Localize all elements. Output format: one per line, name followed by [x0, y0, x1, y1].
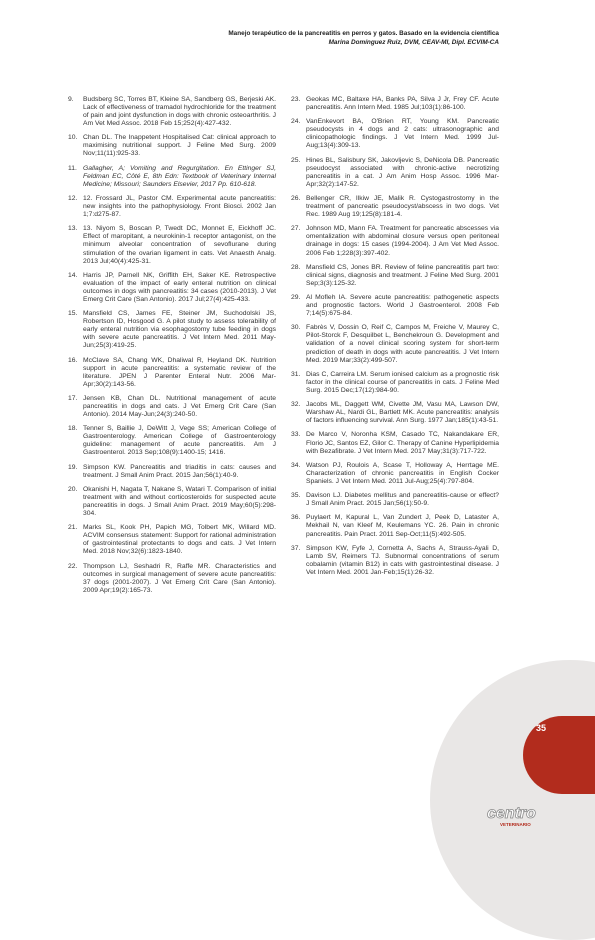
reference-text: Simpson KW. Pancreatitis and triaditis in cats: causes and treatment. J Small Anim Pract. 2015 Jan;56(1):40-9. [83, 463, 276, 479]
reference-text: Mansfield CS, James FE, Steiner JM, Suchodolski JS, Robertson ID, Hosgood G. A pilot study to assess tolerability of early enteral nutrition via esophagostomy tube feeding in dogs with severe acute pancreatitis. J Vet Intern Med. 2011 May-Jun;25(3):419-25. [83, 310, 276, 350]
reference-text: Marks SL, Kook PH, Papich MG, Tolbert MK, Willard MD. ACVIM consensus statement: Support for rational administration of gastrointestinal protectants to dogs and cats. J Vet Intern Med. 2018 Nov;32(6):1823-1840. [83, 524, 276, 556]
logo-subtitle: VETERINARIO [500, 822, 531, 827]
reference-text: McClave SA, Chang WK, Dhaliwal R, Heyland DK. Nutrition support in acute pancreatitis: a systematic review of the literature. JPEN J Parenter Enteral Nutr. 2006 Mar-Apr;30(2):143-56. [83, 356, 276, 388]
reference-item [291, 545, 499, 577]
reference-text: Davison LJ. Diabetes mellitus and pancreatitis-cause or effect? J Small Anim Pract. 2015 Jan;56(1):50-9. [306, 492, 499, 508]
reference-item [291, 401, 499, 425]
reference-number: 31. [291, 370, 301, 378]
reference-number: 37. [291, 544, 301, 552]
reference-text: Tenner S, Baillie J, DeWitt J, Vege SS; American College of Gastroenterology. American College of Gastroenterology guideline: management of acute pancreatitis. Am J Gastroenterol. 2013 Sep;108(9):1400-15; 1416. [83, 425, 276, 457]
reference-number: 26. [291, 195, 301, 203]
reference-text: Dias C, Carreira LM. Serum ionised calcium as a prognostic risk factor in the clinical course of pancreatitis in cats. J Feline Med Surg. 2015 Dec;17(12):984-90. [306, 370, 499, 394]
reference-item [68, 395, 276, 419]
reference-text: Jensen KB, Chan DL. Nutritional management of acute pancreatitis in dogs and cats. J Vet Emerg Crit Care (San Antonio). 2014 May-Jun;24(3):240-50. [83, 394, 276, 419]
reference-text: Harris JP, Parnell NK, Griffith EH, Saker KE. Retrospective evaluation of the impact of early enteral nutrition on clinical outcomes in dogs with pancreatitis: 34 cases (2010-2013). J Vet Emerg Crit Care (San Antonio). 2017 Jul;27(4):425-433. [83, 271, 276, 303]
reference-item [291, 324, 499, 364]
centro-veterinario-logo [486, 800, 546, 830]
reference-number: 22. [68, 562, 78, 570]
running-header [79, 29, 499, 47]
reference-number: 17. [68, 394, 78, 402]
reference-text: De Marco V, Noronha KSM, Casado TC, Nakandakare ER, Florio JC, Santos EZ, Gilor C. Therapy of Canine Hyperlipidemia with Bezafibrate. J Vet Intern Med. 2017 May;31(3):717-722. [306, 431, 499, 455]
reference-item [68, 195, 276, 219]
reference-text: 12. Frossard JL, Pastor CM. Experimental acute pancreatitis: new insights into the pathophysiology. Front Biosci. 2002 Jan 1;7:d275-87. [83, 195, 276, 219]
reference-item [68, 464, 276, 480]
reference-text: Watson PJ, Roulois A, Scase T, Holloway A, Herrtage ME. Characterization of chronic pancreatitis in English Cocker Spaniels. J Vet Intern Med. 2011 Jul-Aug;25(4):797-804. [306, 461, 499, 485]
reference-number: 30. [291, 324, 301, 332]
reference-item [68, 486, 276, 518]
reference-number: 20. [68, 485, 78, 493]
page-number-tab [523, 716, 595, 794]
reference-number: 28. [291, 263, 301, 271]
reference-text: Fabrès V, Dossin O, Reif C, Campos M, Freiche V, Maurey C, Pilot-Storck F, Desquilbet L, Benchekroun G. Development and validation of a novel clinical scoring system for short-term prediction of death in dogs with acute pancreatitis. J Vet Intern Med. 2019 Mar;33(2):499-507. [306, 324, 499, 364]
reference-item [68, 96, 276, 128]
reference-item [291, 431, 499, 455]
reference-text: Al Mofleh IA. Severe acute pancreatitis: pathogenetic aspects and prognostic factors. World J Gastroenterol. 2008 Feb 7;14(5):675-84. [306, 294, 499, 318]
reference-number: 18. [68, 425, 78, 433]
header-title: Manejo terapéutico de la pancreatitis en perros y gatos. Basado en la evidencia científica [228, 30, 499, 37]
reference-number: 19. [68, 463, 78, 471]
reference-item [291, 225, 499, 257]
reference-text: Jacobs ML, Daggett WM, Civette JM, Vasu MA, Lawson DW, Warshaw AL, Nardi GL, Bartlett MK. Acute pancreatitis: analysis of factors influencing survival. Ann Surg. 1977 Jan;185(1):43-51. [306, 401, 499, 425]
reference-text: Bellenger CR, Ilkiw JE, Malik R. Cystogastrostomy in the treatment of pancreatic pseudocyst/abscess in two dogs. Vet Rec. 1989 Aug 19;125(8):181-4. [306, 195, 499, 219]
reference-number: 24. [291, 118, 301, 126]
reference-item [291, 462, 499, 486]
reference-item [68, 134, 276, 158]
reference-number: 34. [291, 461, 301, 469]
reference-item [68, 357, 276, 389]
reference-number: 13. [68, 225, 78, 233]
reference-item [291, 118, 499, 150]
reference-item [291, 157, 499, 189]
reference-number: 12. [68, 195, 78, 203]
reference-item [291, 195, 499, 219]
reference-text: 13. Niyom S, Boscan P, Twedt DC, Monnet E, Eickhoff JC. Effect of maropitant, a neurokinin-1 receptor antagonist, on the minimum alveolar concentration of sevoflurane during stimulation of the ovarian ligament in cats. Vet Anaesth Analg. 2013 Jul;40(4):425-31. [83, 225, 276, 265]
header-author: Marina Domínguez Ruiz, DVM, CEAV-MI, Dipl. ECVIM-CA [328, 39, 499, 46]
reference-item [68, 310, 276, 350]
reference-text: Mansfield CS, Jones BR. Review of feline pancreatitis part two: clinical signs, diagnosis and treatment. J Feline Med Surg. 2001 Sep;3(3):125-32. [306, 263, 499, 287]
reference-number: 9. [68, 96, 74, 103]
page-number: 35 [536, 723, 547, 733]
reference-text: Okanishi H, Nagata T, Nakane S, Watari T. Comparison of initial treatment with and without corticosteroids for suspected acute pancreatitis in dogs. J Small Anim Pract. 2019 May;60(5):298-304. [83, 485, 276, 518]
reference-text: Simpson KW, Fyfe J, Cornetta A, Sachs A, Strauss-Ayali D, Lamb SV, Reimers TJ. Subnormal concentrations of serum cobalamin (vitamin B12) in cats with gastrointestinal disease. J Vet Intern Med. 2001 Jan-Feb;15(1):26-32. [306, 544, 499, 576]
reference-item [291, 96, 499, 112]
reference-text: Geokas MC, Baltaxe HA, Banks PA, Silva J Jr, Frey CF. Acute pancreatitis. Ann Intern Med. 1985 Jul;103(1):86-100. [306, 96, 499, 112]
reference-item [291, 514, 499, 538]
reference-text: Budsberg SC, Torres BT, Kleine SA, Sandberg GS, Berjeski AK. Lack of effectiveness of tramadol hydrochloride for the treatment of pain and joint dysfunction in dogs with chronic osteoarthritis. J Am Vet Med Assoc. 2018 Feb 15;252(4):427-432. [83, 96, 276, 128]
reference-number: 21. [68, 524, 78, 532]
reference-text: Puylaert M, Kapural L, Van Zundert J, Peek D, Lataster A, Mekhail N, van Kleef M, Keulemans YC. 26. Pain in chronic pancreatitis. Pain Pract. 2011 Sep-Oct;11(5):492-505. [306, 514, 499, 538]
reference-number: 14. [68, 271, 78, 279]
reference-item [68, 425, 276, 457]
reference-text: Thompson LJ, Seshadri R, Raffe MR. Characteristics and outcomes in surgical management of severe acute pancreatitis: 37 dogs (2001-2007). J Vet Emerg Crit Care (San Antonio). 2009 Apr;19(2):165-73. [83, 562, 276, 594]
reference-number: 15. [68, 310, 78, 318]
reference-item [68, 165, 276, 189]
reference-number: 10. [68, 134, 78, 142]
reference-number: 23. [291, 96, 301, 103]
reference-item [291, 294, 499, 318]
reference-number: 32. [291, 401, 301, 409]
reference-item [68, 563, 276, 595]
reference-number: 27. [291, 225, 301, 233]
reference-item [291, 264, 499, 288]
reference-item [291, 492, 499, 508]
reference-number: 25. [291, 156, 301, 164]
reference-text: Gallagher, A; Vomiting and Regurgitation. En Ettinger SJ, Feldman EC, Côté E, 8th Edn: Textbook of Veterinary Internal Medicine; Missouri; Saunders Elsevier, 2017 Pp. 610-618. [83, 164, 276, 188]
reference-text: Chan DL. The Inappetent Hospitalised Cat: clinical approach to maximising nutritional support. J Feline Med Surg. 2009 Nov;11(11):925-33. [83, 134, 276, 158]
reference-item [68, 225, 276, 265]
reference-number: 16. [68, 356, 78, 364]
reference-number: 35. [291, 492, 301, 500]
reference-number: 33. [291, 431, 301, 439]
reference-item [68, 272, 276, 304]
reference-number: 11. [68, 164, 77, 172]
reference-text: Hines BL, Salisbury SK, Jakovljevic S, DeNicola DB. Pancreatic pseudocyst associated with chronic-active necrotizing pancreatitis in a cat. J Am Anim Hosp Assoc. 1996 Mar-Apr;32(2):147-52. [306, 156, 499, 188]
reference-number: 29. [291, 294, 301, 302]
logo-word: centro [487, 805, 536, 822]
reference-number: 36. [291, 514, 301, 522]
references-right-column [291, 96, 499, 583]
reference-text: VanEnkevort BA, O'Brien RT, Young KM. Pancreatic pseudocysts in 4 dogs and 2 cats: ultrasonographic and clinicopathologic findings. J Vet Intern Med. 1999 Jul-Aug;13(4):309-13. [306, 118, 499, 150]
reference-item [291, 371, 499, 395]
references-left-column [68, 96, 276, 601]
logo-mark [486, 800, 546, 830]
reference-text: Johnson MD, Mann FA. Treatment for pancreatic abscesses via omentalization with abdominal closure versus open peritoneal drainage in dogs: 15 cases (1994-2004). J Am Vet Med Assoc. 2006 Feb 1;228(3):397-402. [306, 225, 499, 257]
reference-item [68, 524, 276, 556]
